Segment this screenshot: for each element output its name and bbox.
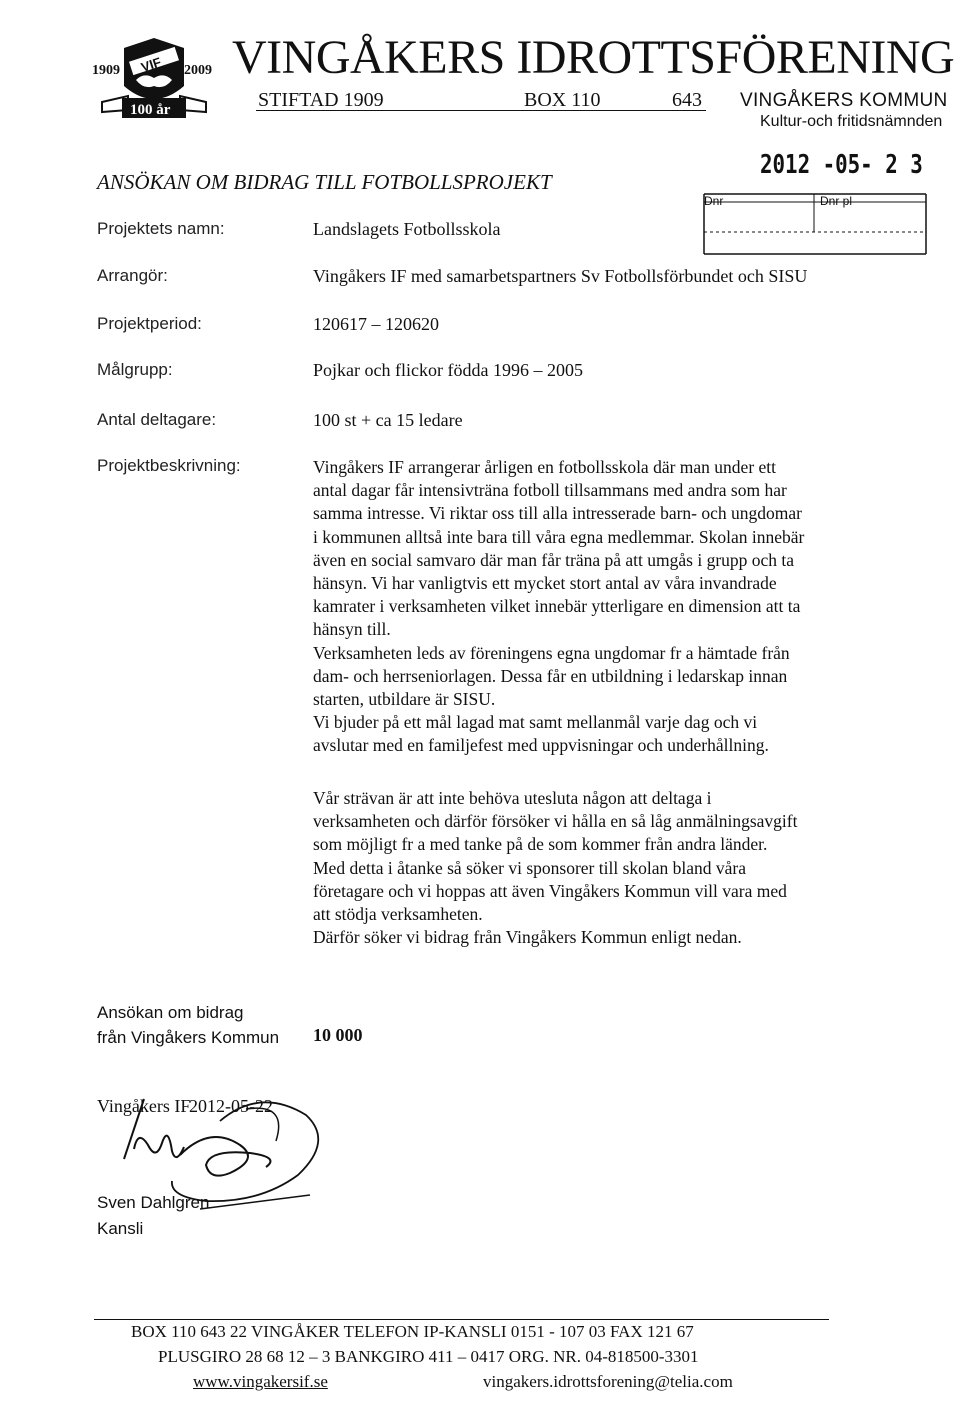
description-line: att stödja verksamheten. bbox=[313, 904, 483, 925]
field-value-organizer: Vingåkers IF med samarbetspartners Sv Fotbollsförbundet och SISU bbox=[313, 266, 808, 286]
description-line: Vår strävan är att inte behöva utesluta någon att deltaga i bbox=[313, 788, 712, 808]
logo-anniversary: 100 år bbox=[130, 102, 171, 118]
footer-website-link[interactable]: www.vingakersif.se bbox=[193, 1372, 328, 1391]
description-paragraph-2 bbox=[313, 787, 893, 949]
description-line: Vi bjuder på ett mål lagad mat samt mellanmål varje dag och vi bbox=[313, 712, 758, 733]
description-line: hänsyn till. bbox=[313, 619, 391, 640]
logo-year-left: 1909 bbox=[92, 63, 120, 78]
field-label-organizer: Arrangör: bbox=[97, 266, 168, 285]
request-label-line: från Vingåkers Kommun bbox=[97, 1028, 280, 1047]
description-line: antal dagar får intensivträna fotboll tillsammans med andra som har bbox=[313, 480, 787, 501]
org-name: VINGÅKERS IDROTTSFÖRENING bbox=[232, 31, 955, 84]
stamp-committee: Kultur-och fritidsnämnden bbox=[760, 113, 943, 130]
stamp-dnr-label: Dnr bbox=[704, 194, 724, 208]
description-line: Vingåkers IF arrangerar årligen en fotbollsskola där man under ett bbox=[313, 457, 777, 477]
zip-partial: 643 bbox=[672, 89, 702, 111]
description-line: starten, utbildare är SISU. bbox=[313, 689, 496, 710]
request-label bbox=[97, 1000, 279, 1050]
footer-banking: PLUSGIRO 28 68 12 – 3 BANKGIRO 411 – 0417 ORG. NR. 04-818500-3301 bbox=[158, 1347, 699, 1366]
field-value-project-period: 120617 – 120620 bbox=[313, 314, 439, 334]
description-line: även en social samvaro där man får träna på att umgås i grupp och ta bbox=[313, 549, 795, 570]
signatory-title: Kansli bbox=[97, 1219, 144, 1238]
application-heading: ANSÖKAN OM BIDRAG TILL FOTBOLLSPROJEKT bbox=[97, 170, 552, 194]
stamp-authority: VINGÅKERS KOMMUN bbox=[740, 90, 948, 111]
description-paragraph-1 bbox=[313, 456, 893, 758]
club-logo bbox=[88, 34, 220, 126]
request-amount: 10 000 bbox=[313, 1025, 363, 1045]
founded-text: STIFTAD 1909 bbox=[258, 89, 384, 111]
description-line: företagare och vi hoppas att även Vingåkers Kommun vill vara med bbox=[313, 880, 787, 901]
description-line: Verksamheten leds av föreningens egna ungdomar fr a hämtade från bbox=[313, 642, 790, 663]
description-line: kamrater i verksamheten vilket innebär ytterligare en dimension att ta bbox=[313, 596, 801, 617]
description-line: som möjligt fr a med tanke på de som kommer från andra länder. bbox=[313, 834, 768, 855]
footer-email[interactable]: vingakers.idrottsforening@telia.com bbox=[483, 1372, 733, 1391]
signatory-name: Sven Dahlgren bbox=[97, 1193, 210, 1212]
stamp-date: 2012 -05- 2 3 bbox=[760, 150, 923, 180]
description-line: i kommunen alltså inte bara till våra egna medlemmar. Skolan innebär bbox=[313, 526, 805, 547]
description-line: Med detta i åtanke så söker vi sponsorer till skolan bland våra bbox=[313, 857, 747, 878]
description-line: samma intresse. Vi riktar oss till alla intresserade barn- och ungdomar bbox=[313, 503, 802, 524]
description-line: hänsyn. Vi har vanligtvis ett mycket stort antal av våra invandrade bbox=[313, 573, 777, 594]
footer-divider bbox=[94, 1319, 829, 1320]
footer-address: BOX 110 643 22 VINGÅKER TELEFON IP-KANSLI 0151 - 107 03 FAX 121 67 bbox=[131, 1322, 694, 1341]
field-label-project-name: Projektets namn: bbox=[97, 219, 225, 238]
logo-badge-text: VIF bbox=[139, 54, 164, 75]
header-divider bbox=[256, 110, 706, 111]
description-line: Därför söker vi bidrag från Vingåkers Kommun enligt nedan. bbox=[313, 927, 742, 948]
description-line: verksamheten och därför försöker vi hålla en så låg anmälningsavgift bbox=[313, 811, 798, 832]
signature-place: Vingåkers IF bbox=[97, 1096, 191, 1116]
field-value-target-group: Pojkar och flickor födda 1996 – 2005 bbox=[313, 360, 583, 380]
field-label-description: Projektbeskrivning: bbox=[97, 456, 241, 475]
description-line: avslutar med en familjefest med uppvisningar och underhållning. bbox=[313, 735, 769, 756]
description-line: dam- och herrseniorlagen. Dessa får en utbildning i ledarskap innan bbox=[313, 665, 788, 686]
field-label-participants: Antal deltagare: bbox=[97, 410, 217, 429]
stamp-dnr-pl-label: Dnr pl bbox=[820, 194, 853, 208]
field-label-target-group: Målgrupp: bbox=[97, 360, 173, 379]
logo-year-right: 2009 bbox=[184, 63, 212, 78]
field-value-project-name: Landslagets Fotbollsskola bbox=[313, 219, 501, 239]
signature-date: 2012-05-22 bbox=[189, 1096, 273, 1116]
box-text: BOX 110 bbox=[524, 89, 601, 111]
field-value-participants: 100 st + ca 15 ledare bbox=[313, 410, 463, 430]
request-label-line: Ansökan om bidrag bbox=[97, 1003, 244, 1022]
field-label-project-period: Projektperiod: bbox=[97, 314, 202, 333]
